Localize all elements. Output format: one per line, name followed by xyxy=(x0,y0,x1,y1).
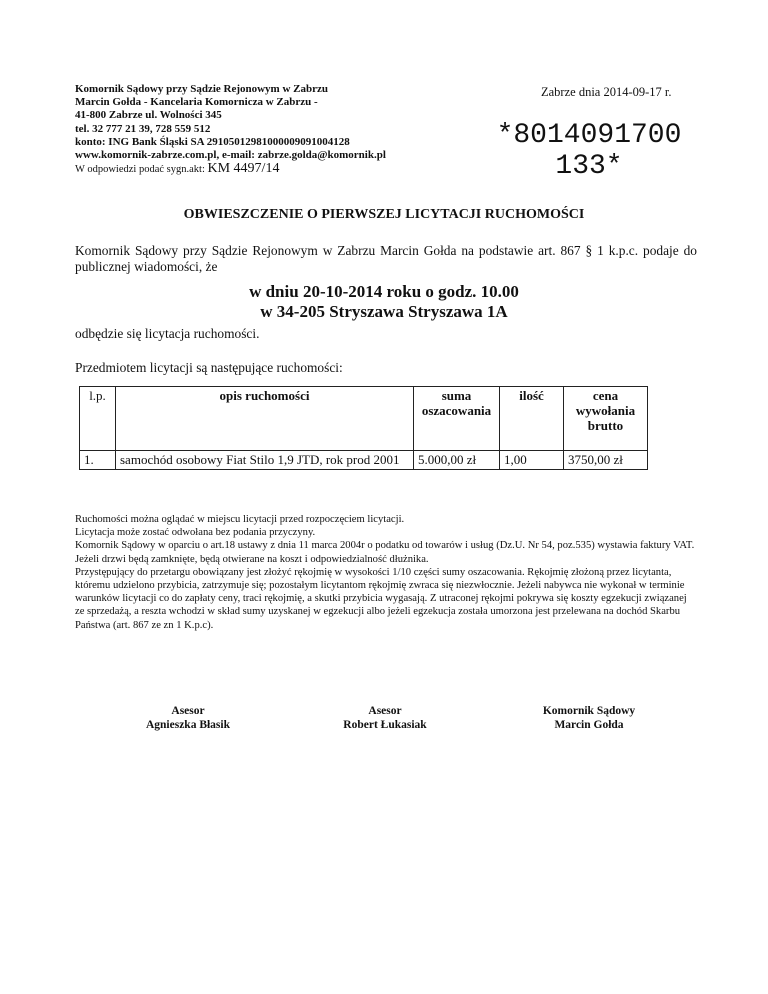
sender-line: Marcin Gołda - Kancelaria Komornicza w Zabrzu - xyxy=(75,96,318,109)
auction-statement: odbędzie się licytacja ruchomości. xyxy=(75,326,260,341)
note-paragraph: Ruchomości można oglądać w miejscu licytacji przed rozpoczęciem licytacji. xyxy=(75,514,405,525)
cell-starting-price: 3750,00 zł xyxy=(564,451,648,470)
signature-role: Asesor xyxy=(171,705,205,717)
auction-date: w dniu 20-10-2014 roku o godz. 10.00 xyxy=(249,282,519,301)
auction-date-place xyxy=(0,282,768,321)
header-estimated-value-line: oszacowania xyxy=(421,403,492,418)
table-spacer-row xyxy=(80,434,648,451)
header-starting-price-line: brutto xyxy=(587,418,624,433)
header-lp: l.p. xyxy=(80,387,116,435)
signature-name: Agnieszka Błasik xyxy=(145,718,231,731)
items-table xyxy=(79,386,648,470)
barcode-text xyxy=(486,120,692,182)
case-reference xyxy=(75,162,386,176)
cell-estimated-value: 5.000,00 zł xyxy=(414,451,500,470)
auction-notes xyxy=(75,513,697,632)
sender-line: Komornik Sądowy przy Sądzie Rejonowym w Zabrzu xyxy=(75,83,329,95)
sender-phone: tel. 32 777 21 39, 728 559 512 xyxy=(75,122,211,135)
note-paragraph: Licytacja może zostać odwołana bez podania przyczyny. xyxy=(75,527,316,539)
header-starting-price xyxy=(564,387,648,435)
note-paragraph: Przystępujący do przetargu obowiązany jest złożyć rękojmię w wysokości 1/10 części sumy oszacowania. Rękojmię złożoną przez licytanta, któremu udzielono przybicia, zatrzymuje się; pozostałym licytantom rękojmię zwraca się niezwłocznie. Jeżeli nabywca nie wykonał w terminie warunków licytacji co do zapłaty ceny, traci rękojmię, a skutki przybicia wygasają. Z utraconej rękojmi pokrywa się koszty egzekucji związanej ze sprzedażą, a reszta wchodzi w skład sumy uzyskanej w egzekucji albo jeżeli egzekucja została umorzona jest przelewana na dochód Skarbu Państwa (art. 867 ze zn 1 K.p.c). xyxy=(75,566,687,631)
cell-description: samochód osobowy Fiat Stilo 1,9 JTD, rok prod 2001 xyxy=(116,451,414,470)
barcode-line: 133* xyxy=(555,151,623,182)
header-starting-price-line: wywołania xyxy=(575,403,636,418)
case-reference-number: KM 4497/14 xyxy=(207,161,280,177)
signature-role: Asesor xyxy=(368,705,402,717)
signature-role: Komornik Sądowy xyxy=(542,705,636,717)
signature-bailiff xyxy=(489,705,689,732)
header-quantity: ilość xyxy=(500,387,564,435)
signature-name: Robert Łukasiak xyxy=(343,718,427,731)
cell-quantity: 1,00 xyxy=(500,451,564,470)
case-reference-label: W odpowiedzi podać sygn.akt: xyxy=(75,164,205,176)
document-date: Zabrze dnia 2014-09-17 r. xyxy=(541,85,672,99)
intro-paragraph: Komornik Sądowy przy Sądzie Rejonowym w Zabrzu Marcin Gołda na podstawie art. 867 § 1 k.p.c. podaje do publicznej wiadomości, że xyxy=(75,243,697,274)
table-header-row xyxy=(80,387,648,435)
note-paragraph: Jeżeli drzwi będą zamknięte, będą otwierane na koszt i odpowiedzialność dłużnika. xyxy=(75,553,429,565)
sender-bank-account: konto: ING Bank Śląski SA 29105012981000009091004128 xyxy=(75,135,350,148)
cell-lp: 1. xyxy=(80,451,116,470)
table-row xyxy=(80,451,648,470)
header-description: opis ruchomości xyxy=(116,387,414,435)
document-title: OBWIESZCZENIE O PIERWSZEJ LICYTACJI RUCHOMOŚCI xyxy=(183,207,585,222)
sender-block xyxy=(75,83,386,176)
header-starting-price-line: cena xyxy=(592,388,619,403)
barcode-line: *8014091700 xyxy=(496,120,682,151)
signature-assessor-1 xyxy=(88,705,288,732)
subject-statement: Przedmiotem licytacji są następujące ruchomości: xyxy=(75,360,343,375)
signature-name: Marcin Gołda xyxy=(554,718,624,731)
sender-address: 41-800 Zabrze ul. Wolności 345 xyxy=(75,109,222,122)
note-paragraph: Komornik Sądowy w oparciu o art.18 ustawy z dnia 11 marca 2004r o podatku od towarów i usług (Dz.U. Nr 54, poz.535) wystawia faktury VAT. xyxy=(75,540,695,552)
auction-place: w 34-205 Stryszawa Stryszawa 1A xyxy=(260,301,508,321)
header-estimated-value-line: suma xyxy=(441,388,472,403)
signature-assessor-2 xyxy=(285,705,485,732)
header-estimated-value xyxy=(414,387,500,435)
sender-web-email: www.komornik-zabrze.com.pl, e-mail: zabrze.golda@komornik.pl xyxy=(75,149,386,162)
